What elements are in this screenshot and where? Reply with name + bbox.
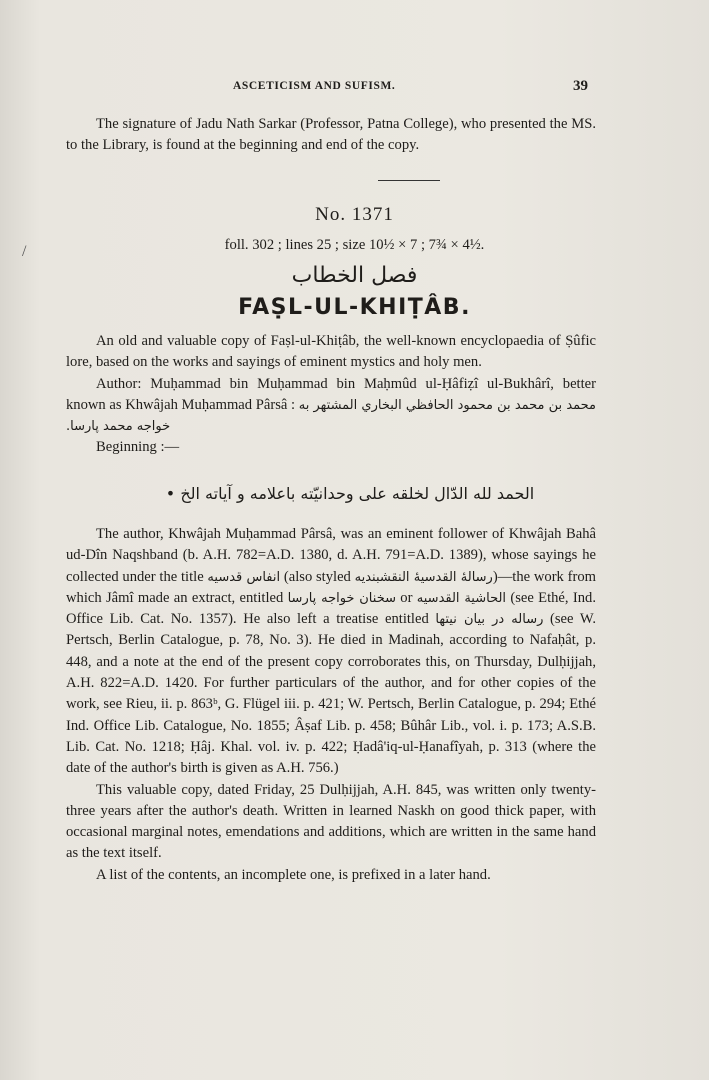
arabic-sukhanan: سخنان خواجه پارسا bbox=[287, 590, 396, 606]
p2-start: The author, Khwâjah Muḥammad Pârsâ, was an eminent follower of Khwâjah Bahâ ud-Dîn Naqshband (b. A.H. 782=A.D. 1380, d. A.H. 791=A.D. 1389), whose sayings he collected under the title bbox=[66, 526, 596, 585]
beginning-label: Beginning :— bbox=[96, 439, 180, 456]
margin-mark: / bbox=[22, 243, 27, 260]
arabic-risalah: رسالهٔ القدسيهٔ النقشبنديه bbox=[354, 569, 493, 585]
intro-paragraph bbox=[66, 114, 596, 157]
author-arabic: محمد بن محمد بن محمود الحافظي البخاري المشتهر به خواجه محمد پارسا. bbox=[66, 397, 597, 435]
p2-work-from: )—the work from which Jâmî made an extract, entitled bbox=[66, 568, 596, 606]
page-number: 39 bbox=[573, 78, 588, 94]
intro-text: The signature of Jadu Nath Sarkar (Professor, Patna College), who presented the MS. to the Library, is found at the beginning and end of the copy. bbox=[66, 116, 596, 154]
entry-title: FAṢL-UL-KHIṬÂB. bbox=[238, 295, 471, 320]
author-paragraph bbox=[66, 374, 596, 438]
arabic-risalah-niyyat: رساله در بيان نيتها bbox=[435, 612, 544, 628]
beginning-arabic: الحمد لله الدّال لخلقه على وحدانيّته باعلامه و آياته الخ • bbox=[165, 484, 535, 503]
description-paragraph: An old and valuable copy of Faṣl-ul-Khiṭâb, the well-known encyclopaedia of Ṣûfic lore, based on the works and sayings of eminent mystics and holy men. bbox=[66, 333, 596, 371]
author-details-block bbox=[66, 524, 596, 886]
copy-description-paragraph: This valuable copy, dated Friday, 25 Dulḥijjah, A.H. 845, was written only twenty-three years after the author's death. Written in learned Naskh on good thick paper, with occasional marginal notes, emendations and additions, which are written in the same hand as the text itself. bbox=[66, 781, 596, 862]
running-head: ASCETICISM AND SUFISM. bbox=[233, 80, 396, 92]
author-text: Author: Muḥammad bin Muḥammad bin Maḥmûd ul-Ḥâfiẓî ul-Bukhârî, better known as Khwâjah Muḥammad Pârsâ : bbox=[66, 375, 596, 413]
p2-also: (also styled bbox=[283, 568, 351, 585]
description-block bbox=[66, 331, 596, 459]
section-divider bbox=[378, 180, 440, 181]
physical-description: foll. 302 ; lines 25 ; size 10½ × 7 ; 7¾ × 4½. bbox=[224, 237, 485, 253]
p2-rest: (see W. Pertsch, Berlin Catalogue, p. 78, No. 3). He died in Madinah, according to Nafaḥât, p. 448, and a note at the end of the present copy corroborates this, on Thursday, Dulḥijjah, A.H. 822=A.D. 1420. For further particulars of the author, and for other copies of the work, see Rieu, ii. p. 863ᵇ, G. Flügel iii. p. 421; W. Pertsch, Berlin Catalogue, p. 294; Ethé Ind. Office Lib. Catalogue, No. 1855; Âṣaf Lib. p. 458; Bûhâr Lib., vol. i. p. 173; A.S.B. Lib. Cat. No. 1218; Ḥâj. Khal. vol. iv. p. 422; Ḥadâ'iq-ul-Ḥanafîyah, p. 313 (where the date of the author's birth is given as A.H. 756.) bbox=[66, 611, 596, 777]
arabic-hashiyah: الحاشية القدسيه bbox=[416, 590, 507, 606]
p2-ethe: (see Ethé, Ind. Office Lib. Cat. No. 1357). He also left a treatise entitled bbox=[66, 589, 596, 628]
author-details-paragraph bbox=[66, 524, 596, 780]
page-header bbox=[0, 78, 709, 98]
arabic-anfas: انفاس قدسيه bbox=[207, 569, 281, 585]
entry-number: No. 1371 bbox=[315, 204, 394, 225]
arabic-title: فصل الخطاب bbox=[291, 263, 418, 288]
p2-or: or bbox=[400, 589, 413, 606]
contents-note-paragraph: A list of the contents, an incomplete one, is prefixed in a later hand. bbox=[96, 866, 491, 883]
